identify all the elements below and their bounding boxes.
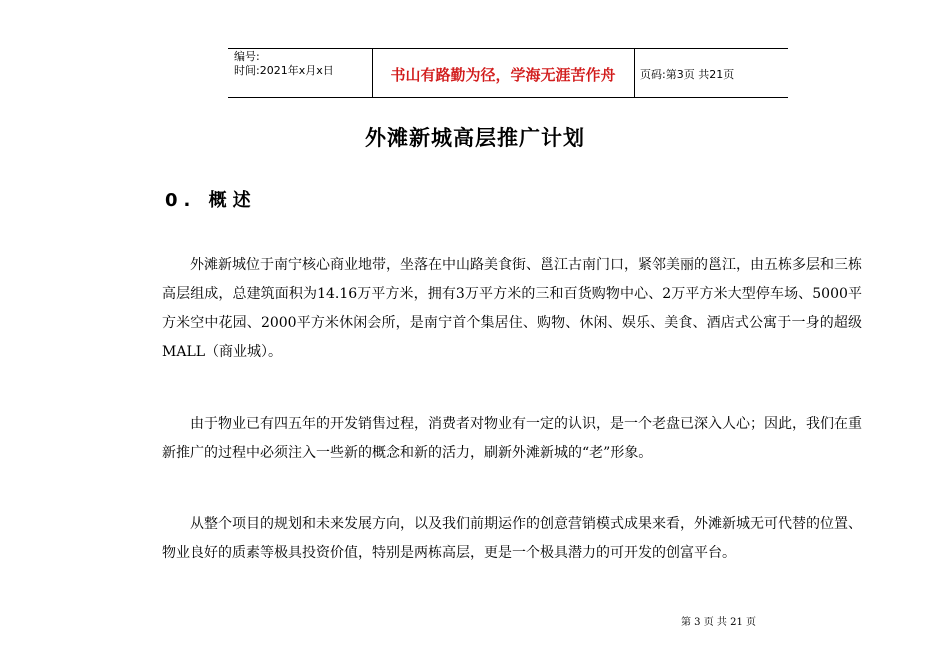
footer-page-number: 第 3 页 共 21 页 bbox=[681, 617, 756, 628]
header-page-info: 页码:第3页 共21页 bbox=[640, 68, 735, 81]
header-divider-right bbox=[634, 48, 635, 97]
header-top-rule bbox=[228, 48, 788, 49]
document-title: 外滩新城高层推广计划 bbox=[365, 126, 585, 150]
paragraph-overview-3: 从整个项目的规划和未来发展方向，以及我们前期运作的创意营销模式成果来看，外滩新城无可代替的位置、物业良好的质素等极具投资价值，特别是两栋高层，更是一个极具潜力的可开发的创富平台。 bbox=[162, 516, 862, 561]
section-heading: 0. 概述 bbox=[165, 190, 257, 211]
paragraph-overview-2: 由于物业已有四五年的开发销售过程，消费者对物业有一定的认识，是一个老盘已深入人心；因此，我们在重新推广的过程中必须注入一些新的概念和新的活力，刷新外滩新城的“老”形象。 bbox=[162, 416, 862, 461]
header-motto: 书山有路勤为径，学海无涯苦作舟 bbox=[390, 66, 616, 84]
header-bottom-rule bbox=[228, 97, 788, 98]
paragraph-overview-1: 外滩新城位于南宁核心商业地带，坐落在中山路美食街、邕江古南门口，紧邻美丽的邕江，由五栋多层和三栋高层组成，总建筑面积为14.16万平方米，拥有3万平方米的三和百货购物中心、2万平方米大型停车场、5000平方米空中花园、2000平方米休闲会所，是南宁首个集居住、购物、休闲、娱乐、美食、酒店式公寓于一身的超级MALL（商业城）。 bbox=[162, 257, 862, 360]
document-time-label: 时间:2021年x月x日 bbox=[234, 64, 334, 77]
header-meta bbox=[234, 50, 334, 78]
document-number-label: 编号: bbox=[234, 50, 260, 63]
